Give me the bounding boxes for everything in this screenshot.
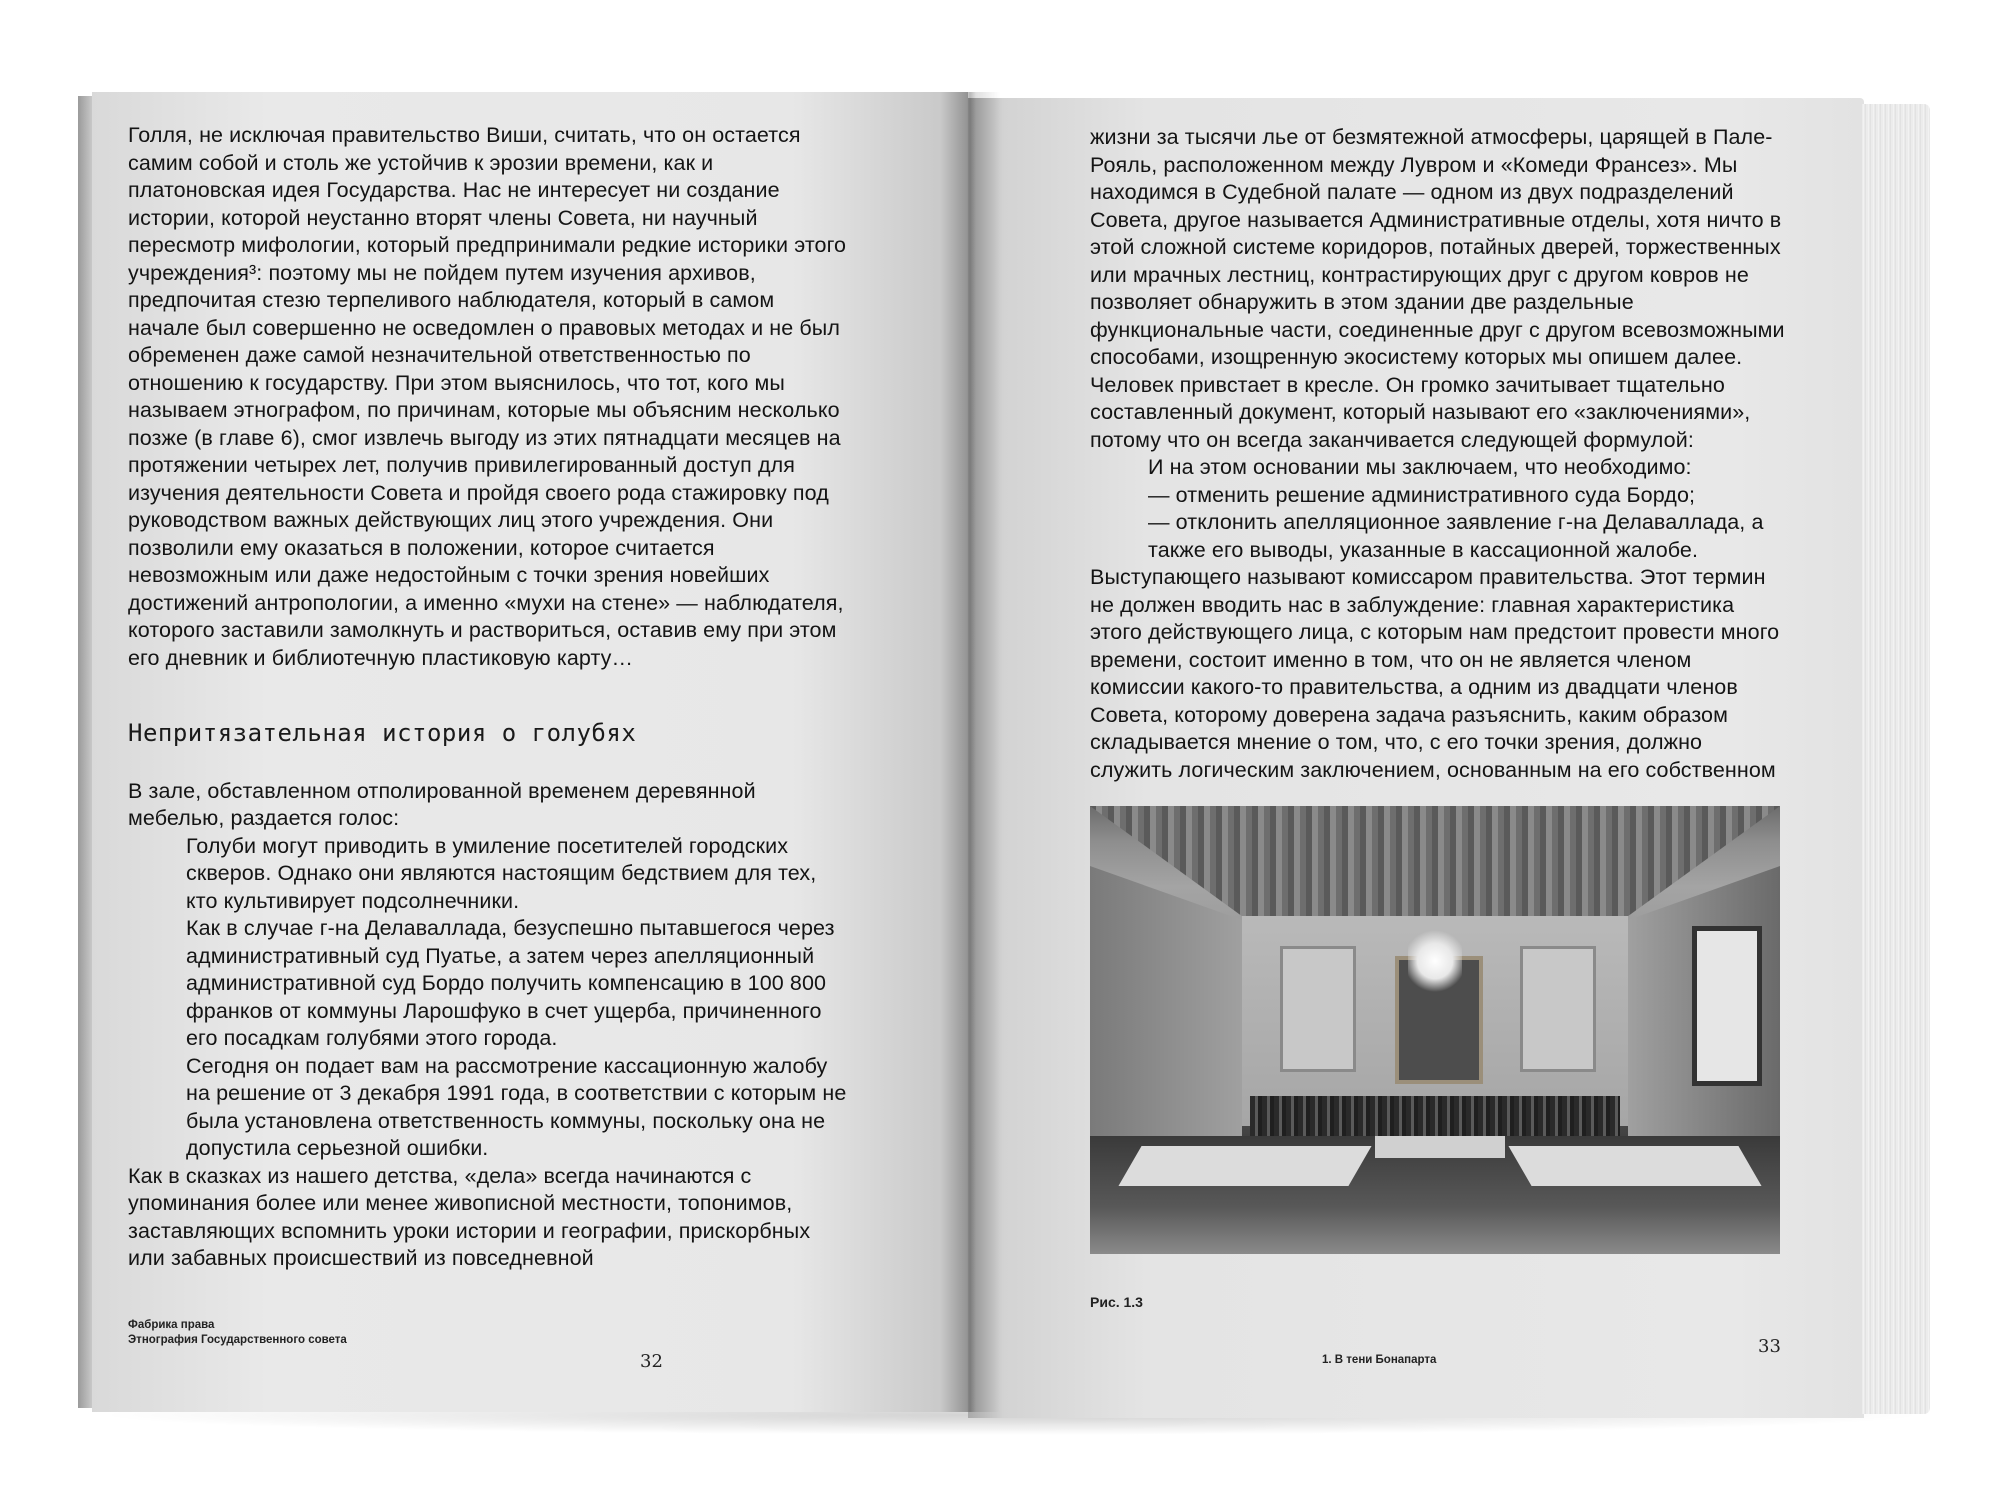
- quote-line: Как в случае г-на Делаваллада, безуспешно пытавшегося через административный суд Пуатье, а затем через апелляционный административной суд Бордо получить компенсацию в 100 800 франков от коммуны Ларошфуко в счет ущерба, причиненного его посадкам голубями этого города.: [186, 916, 835, 1050]
- photo-table: [1508, 1146, 1761, 1186]
- book-subtitle: Этнография Государственного совета: [128, 1334, 347, 1346]
- photo-left-wall: [1090, 866, 1242, 1166]
- page-number-right: 33: [1758, 1336, 1781, 1357]
- left-running-footer: [128, 1318, 347, 1348]
- book-title: Фабрика права: [128, 1319, 215, 1331]
- photo-bookshelves: [1250, 1096, 1620, 1136]
- photo-table: [1118, 1146, 1371, 1186]
- right-running-footer: 1. В тени Бонапарта: [1322, 1354, 1437, 1366]
- photo-wall-panel: [1520, 946, 1596, 1072]
- right-paragraph: жизни за тысячи лье от безмятежной атмосферы, царящей в Пале-Рояль, расположенном между Лувром и «Комеди Франсез». Мы находимся в Судебной палате — одном из двух подразделений Совета, другое называется Административные отделы, хотя ничто в этой сложной системе коридоров, потайных дверей, торжественных или мрачных лестниц, контрастирующих друг с другом ковров не позволяет обнаружить в этом здании две раздельные функциональные части, соединенные друг с другом всевозможными способами, изощренную экосистему которых мы опишем далее. Человек привстает в кресле. Он громко зачитывает тщательно составленный документ, который называют его «заключениями», потому что он всегда заканчивается следующей формулой:: [1090, 125, 1785, 452]
- photo-wall-panel: [1280, 946, 1356, 1072]
- right-paragraph: Выступающего называют комиссаром правительства. Этот термин не должен вводить нас в заблуждение: главная характеристика этого действующего лица, с которым нам предстоит провести много времени, состоит именно в том, что он не является членом комиссии какого-то правительства, а одним из двадцати членов Совета, которому доверена задача разъяснить, каким образом складывается мнение о том, что, с его точки зрения, должно служить логическим заключением, основанным на его собственном: [1090, 565, 1780, 782]
- photo-table: [1375, 1136, 1505, 1158]
- left-quote-block: [128, 833, 848, 1163]
- quote-line: — отклонить апелляционное заявление г-на Делаваллада, а также его выводы, указанные в кассационной жалобе.: [1148, 510, 1764, 562]
- left-outro: Как в сказках из нашего детства, «дела» всегда начинаются с упоминания более или менее живописной местности, топонимов, заставляющих вспомнить уроки истории и географии, прискорбных или забавных происшествий из повседневной: [128, 1163, 811, 1270]
- courtroom-photo: [1090, 806, 1780, 1254]
- section-heading: Непритязательная история о голубях: [128, 719, 637, 747]
- quote-line: Сегодня он подает вам на рассмотрение кассационную жалобу на решение от 3 декабря 1991 года, в соответствии с которым не была установлена ответственность коммуны, поскольку она не допустила серьезной ошибки.: [186, 1053, 847, 1160]
- right-page-edges: [1862, 104, 1930, 1414]
- left-page-edges: [78, 96, 92, 1408]
- photo-ceiling: [1090, 806, 1780, 916]
- left-page-text: [128, 122, 848, 1273]
- left-intro: В зале, обставленном отполированной временем деревянной мебелью, раздается голос:: [128, 778, 756, 830]
- quote-line: И на этом основании мы заключаем, что необходимо:: [1148, 455, 1692, 479]
- right-page-text: [1090, 124, 1790, 784]
- left-paragraph: Голля, не исключая правительство Виши, считать, что он остается самим собой и столь же устойчив к эрозии времени, как и платоновская идея Государства. Нас не интересует ни создание истории, которой неустанно вторят члены Совета, ни научный пересмотр мифологии, который предпринимали редкие историки этого учреждения³: поэтому мы не пойдем путем изучения архивов, предпочитая стезю терпеливого наблюдателя, который в самом начале был совершенно не осведомлен о правовых методах и не был обременен даже самой незначительной ответственностью по отношению к государству. При этом выяснилось, что тот, кого мы называем этнографом, по причинам, которые мы объясним несколько позже (в главе 6), смог извлечь выгоду из этих пятнадцати месяцев на протяжении четырех лет, получив привилегированный доступ для изучения деятельности Совета и пройдя своего рода стажировку под руководством важных действующих лиц этого учреждения. Они позволили ему оказаться в положении, которое считается невозможным или даже недостойным с точки зрения новейших достижений антропологии, а именно «мухи на стене» — наблюдателя, которого заставили замолкнуть и раствориться, оставив ему при этом его дневник и библиотечную пластиковую карту…: [128, 123, 847, 670]
- photo-chandelier: [1408, 926, 1462, 996]
- page-number-left: 32: [640, 1351, 663, 1372]
- quote-line: Голуби могут приводить в умиление посетителей городских скверов. Однако они являются настоящим бедствием для тех, кто культивирует подсолнечники.: [186, 833, 817, 913]
- photo-window: [1692, 926, 1762, 1086]
- right-quote-block: [1090, 454, 1790, 564]
- quote-line: — отменить решение административного суда Бордо;: [1148, 482, 1696, 507]
- figure-caption: Рис. 1.3: [1090, 1294, 1143, 1310]
